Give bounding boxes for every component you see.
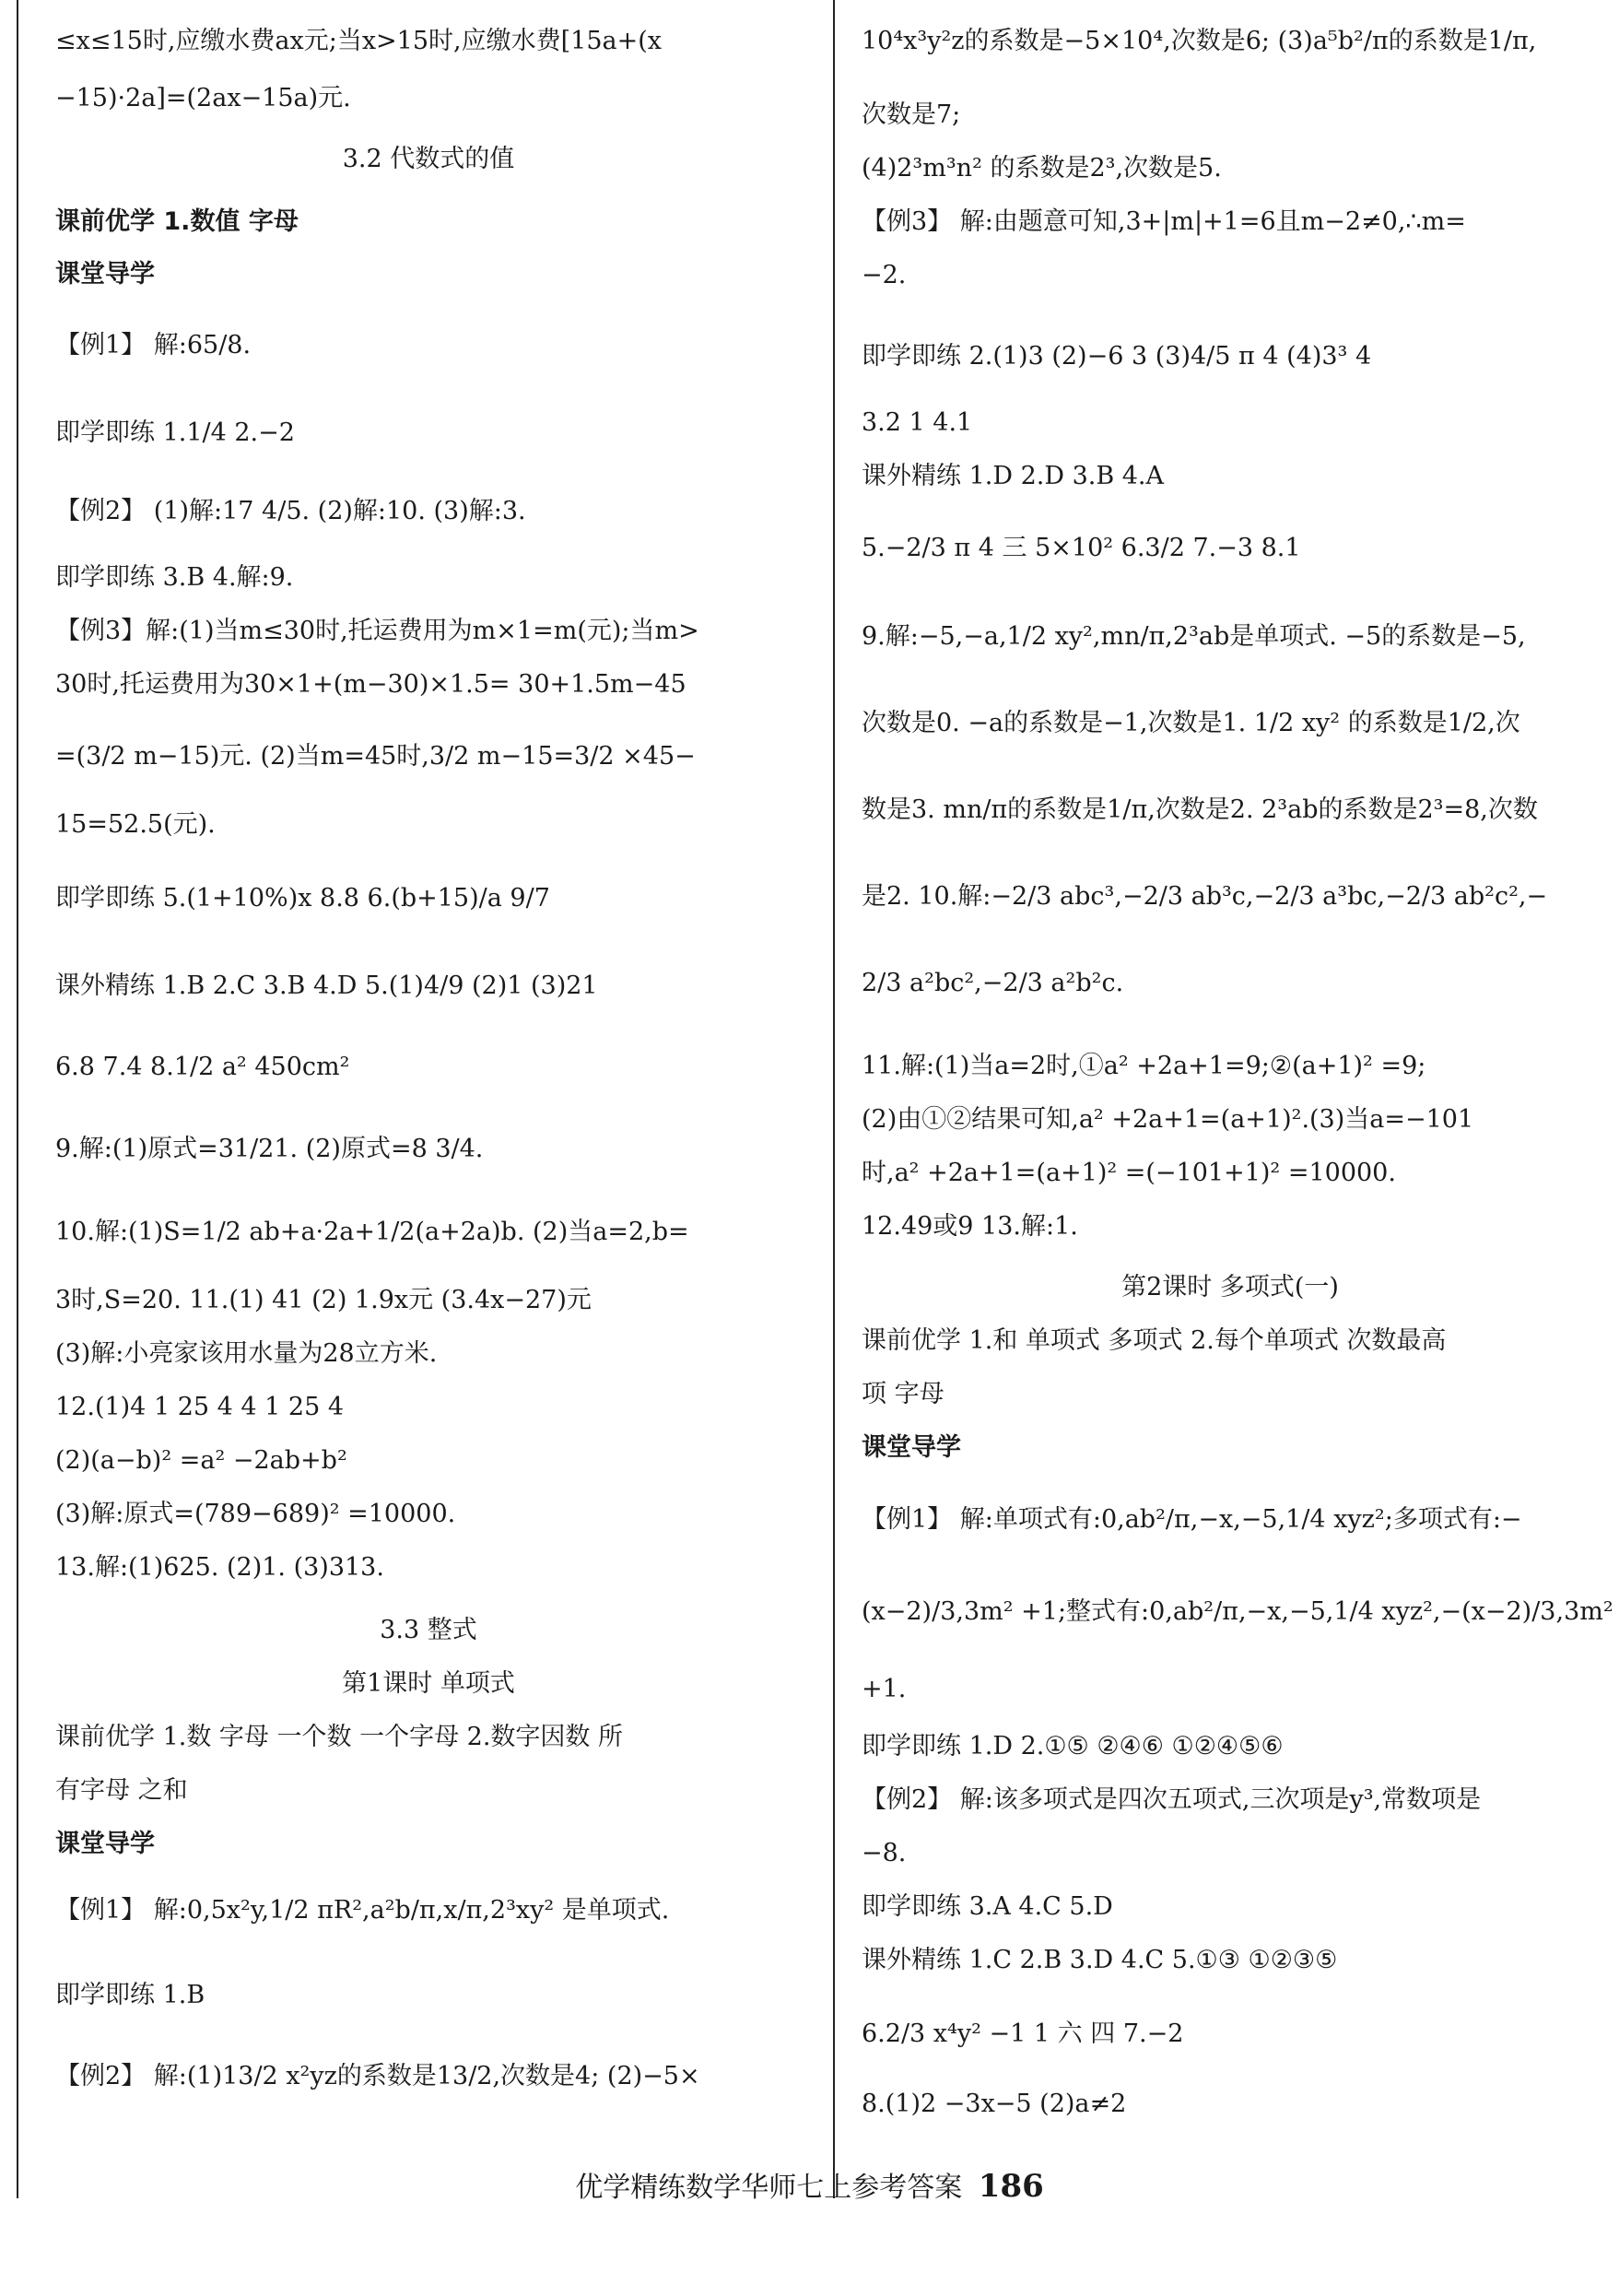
answer-line: 即学即练 1.D 2.①⑤ ②④⑥ ①②④⑤⑥ (862, 1732, 1284, 1760)
footer-title: 优学精练数学华师七上参考答案 (575, 2172, 963, 2204)
answer-line: 12.49或9 13.解:1. (862, 1212, 1078, 1241)
answer-line: 11.解:(1)当a=2时,①a² +2a+1=9;②(a+1)² =9; (862, 1052, 1426, 1080)
answer-line: 次数是0. −a的系数是−1,次数是1. 1/2 xy² 的系数是1/2,次 (862, 709, 1520, 737)
answer-line: ≤x≤15时,应缴水费ax元;当x>15时,应缴水费[15a+(x (55, 27, 662, 55)
left-border-rule (17, 0, 18, 2198)
answer-line: 2/3 a²bc²,−2/3 a²b²c. (862, 969, 1124, 997)
answer-line: (3)解:原式=(789−689)² =10000. (55, 1500, 456, 1528)
answer-line: 6.8 7.4 8.1/2 a² 450cm² (55, 1053, 350, 1081)
page-footer (0, 2164, 1619, 2205)
answer-line: 【例3】 解:由题意可知,3+|m|+1=6且m−2≠0,∴m= (862, 207, 1466, 236)
answer-line: 第1课时 单项式 (342, 1669, 515, 1698)
answer-line: 课堂导学 (55, 1830, 155, 1858)
answer-line: 10.解:(1)S=1/2 ab+a·2a+1/2(a+2a)b. (2)当a=2,b= (55, 1218, 689, 1246)
answer-line: −15)·2a]=(2ax−15a)元. (55, 84, 351, 112)
answer-line: 第2课时 多项式(一) (1121, 1273, 1339, 1301)
answer-line: 即学即练 2.(1)3 (2)−6 3 (3)4/5 π 4 (4)3³ 4 (862, 342, 1372, 371)
answer-line: 12.(1)4 1 25 4 4 1 25 4 (55, 1393, 345, 1421)
answer-line: 是2. 10.解:−2/3 abc³,−2/3 ab³c,−2/3 a³bc,−2/3 ab²c²,− (862, 882, 1548, 911)
answer-line: 项 字母 (862, 1380, 944, 1408)
answer-line: 课外精练 1.D 2.D 3.B 4.A (862, 462, 1165, 490)
column-divider-rule (833, 0, 835, 2198)
answer-line: 时,a² +2a+1=(a+1)² =(−101+1)² =10000. (862, 1159, 1396, 1187)
answer-line: 6.2/3 x⁴y² −1 1 六 四 7.−2 (862, 2019, 1184, 2048)
answer-line: −2. (862, 261, 907, 289)
answer-line: 5.−2/3 π 4 三 5×10² 6.3/2 7.−3 8.1 (862, 534, 1301, 562)
answer-line: 【例1】 解:0,5x²y,1/2 πR²,a²b/π,x/π,2³xy² 是单项式. (55, 1896, 670, 1925)
answer-line: =(3/2 m−15)元. (2)当m=45时,3/2 m−15=3/2 ×45− (55, 742, 696, 771)
answer-line: −8. (862, 1839, 907, 1867)
answer-line: 即学即练 1.B (55, 1981, 205, 2009)
answer-line: 课前优学 1.和 单项式 多项式 2.每个单项式 次数最高 (862, 1326, 1447, 1355)
answer-line: 13.解:(1)625. (2)1. (3)313. (55, 1553, 384, 1582)
answer-line: 15=52.5(元). (55, 810, 216, 839)
answer-line: 3.3 整式 (380, 1616, 477, 1644)
answer-line: (2)(a−b)² =a² −2ab+b² (55, 1446, 347, 1475)
answer-line: 【例2】 解:该多项式是四次五项式,三次项是y³,常数项是 (862, 1785, 1482, 1814)
answer-line: 3.2 1 4.1 (862, 408, 973, 437)
answer-line: (4)2³m³n² 的系数是2³,次数是5. (862, 154, 1222, 183)
answer-line: 3时,S=20. 11.(1) 41 (2) 1.9x元 (3.4x−27)元 (55, 1286, 592, 1314)
answer-line: 【例2】 (1)解:17 4/5. (2)解:10. (3)解:3. (55, 497, 526, 525)
answer-line: (x−2)/3,3m² +1;整式有:0,ab²/π,−x,−5,1/4 xyz²,−(x−2)/3,3m² (862, 1597, 1613, 1626)
answer-line: 30时,托运费用为30×1+(m−30)×1.5= 30+1.5m−45 (55, 670, 686, 699)
answer-line: 10⁴x³y²z的系数是−5×10⁴,次数是6; (3)a⁵b²/π的系数是1/π, (862, 27, 1537, 55)
answer-line: 【例3】解:(1)当m≤30时,托运费用为m×1=m(元);当m> (55, 617, 699, 645)
answer-line: 3.2 代数式的值 (342, 145, 515, 173)
answer-line: 即学即练 5.(1+10%)x 8.8 6.(b+15)/a 9/7 (55, 884, 550, 913)
answer-line: 课前优学 1.数值 字母 (55, 207, 299, 236)
answer-line: 即学即练 3.B 4.解:9. (55, 563, 294, 592)
answer-line: 【例1】 解:单项式有:0,ab²/π,−x,−5,1/4 xyz²;多项式有:− (862, 1505, 1522, 1534)
answer-line: 9.解:(1)原式=31/21. (2)原式=8 3/4. (55, 1135, 484, 1163)
answer-line: 数是3. mn/π的系数是1/π,次数是2. 2³ab的系数是2³=8,次数 (862, 795, 1538, 824)
page-number: 186 (978, 2168, 1044, 2205)
answer-line: 【例2】 解:(1)13/2 x²yz的系数是13/2,次数是4; (2)−5× (55, 2062, 700, 2090)
answer-line: 课外精练 1.B 2.C 3.B 4.D 5.(1)4/9 (2)1 (3)21 (55, 971, 598, 1000)
answer-line: 课堂导学 (55, 260, 155, 288)
answer-line: 课外精练 1.C 2.B 3.D 4.C 5.①③ ①②③⑤ (862, 1946, 1338, 1974)
answer-line: +1. (862, 1675, 907, 1703)
answer-line: 即学即练 1.1/4 2.−2 (55, 418, 295, 447)
answer-line: (2)由①②结果可知,a² +2a+1=(a+1)².(3)当a=−101 (862, 1105, 1474, 1134)
answer-line: 即学即练 3.A 4.C 5.D (862, 1892, 1113, 1921)
answer-line: 【例1】 解:65/8. (55, 331, 252, 359)
answer-line: 有字母 之和 (55, 1776, 188, 1805)
answer-line: 课前优学 1.数 字母 一个数 一个字母 2.数字因数 所 (55, 1723, 624, 1751)
answer-line: 9.解:−5,−a,1/2 xy²,mn/π,2³ab是单项式. −5的系数是−5, (862, 622, 1526, 651)
answer-line: 8.(1)2 −3x−5 (2)a≠2 (862, 2090, 1127, 2118)
answer-line: 次数是7; (862, 100, 961, 129)
answer-line: (3)解:小亮家该用水量为28立方米. (55, 1339, 438, 1368)
answer-line: 课堂导学 (862, 1433, 961, 1462)
